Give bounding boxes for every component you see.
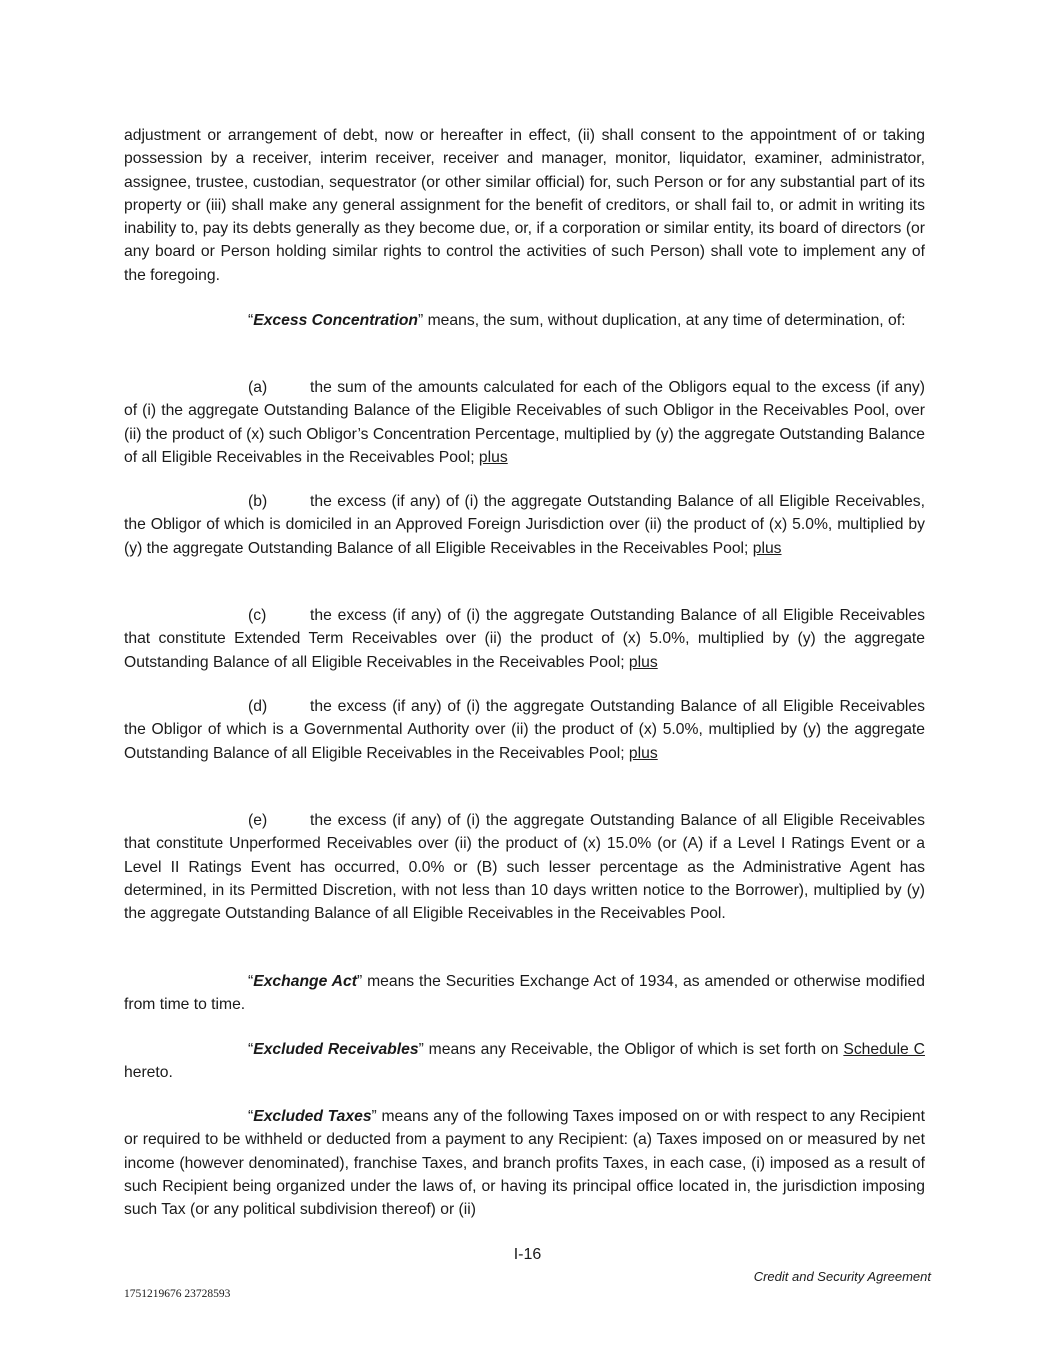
- clause-text: the excess (if any) of (i) the aggregate Outstanding Balance of all Eligible Receivables that constitute Unperformed Receivables over (ii) the product of (x) 15.0% (or (A) if a Level I Ratings Event or a Level II Ratings Event has occurred, 0.0% or (B) such lesser percentage as the Administrative Agent has determined, in its Permitted Discretion, with not less than 10 days written notice to the Borrower), multiplied by (y) the aggregate Outstanding Balance of all Eligible Receivables in the Receivables Pool.: [124, 812, 925, 923]
- defined-term: Excluded Receivables: [253, 1041, 419, 1058]
- close-quote: ”: [371, 1108, 377, 1125]
- clause-label: (e): [248, 812, 268, 829]
- close-quote: ”: [356, 973, 363, 990]
- definition-exchange-act: [124, 970, 925, 1017]
- clause-suffix: plus: [478, 448, 508, 466]
- clause-e: [124, 809, 925, 925]
- page-number: I-16: [513, 1246, 542, 1263]
- clause-text: the excess (if any) of (i) the aggregate Outstanding Balance of all Eligible Receivables, the Obligor of which is domiciled in an Approved Foreign Jurisdiction over (ii) the product of (x) 5.0%, multiplied by (y) the aggregate Outstanding Balance of all Eligible Receivables in the Receivables Pool;: [124, 493, 925, 557]
- clause-label: (a): [248, 379, 268, 396]
- definition-text: means any of the following Taxes imposed on or with respect to any Recipient or required to be withheld or deducted from a payment to any Recipient: (a) Taxes imposed on or measured by net income (however denominated), franchise Taxes, and branch profits Taxes, in each case, (i) imposed as a result of such Recipient being organized under the laws of, or having its principal office located in, the jurisdiction imposing such Tax (or any political subdivision thereof) or (ii): [124, 1108, 925, 1219]
- open-quote: “: [248, 312, 254, 329]
- clause-suffix: plus: [752, 539, 782, 557]
- intro-paragraph-block: [124, 124, 925, 287]
- clause-text: the sum of the amounts calculated for each of the Obligors equal to the excess (if any) of (i) the aggregate Outstanding Balance of the Eligible Receivables of such Obligor in the Receivables Pool, over (ii) the product of (x) such Obligor’s Concentration Percentage, multiplied by (y) the aggregate Outstanding Balance of all Eligible Receivables in the Receivables Pool;: [124, 379, 925, 466]
- open-quote: “: [248, 973, 254, 990]
- footer-document-id: 1751219676 23728593: [124, 1288, 231, 1300]
- definition-text: means, the sum, without duplication, at any time of determination, of:: [423, 312, 906, 329]
- clause-suffix: plus: [628, 744, 658, 762]
- definition-tail: hereto.: [124, 1064, 173, 1082]
- footer-document-title: Credit and Security Agreement: [753, 1269, 931, 1284]
- clause-b: [124, 490, 925, 560]
- intro-paragraph: adjustment or arrangement of debt, now or hereafter in effect, (ii) shall consent to the appointment of or taking possession by a receiver, interim receiver, receiver and manager, monitor, liquidator, examiner, administrator, assignee, trustee, custodian, sequestrator (or other similar official) for, such Person or for any substantial part of its property or (iii) shall make any general assignment for the benefit of creditors, or shall fail to, or admit in writing its inability to, pay its debts generally as they become due, or, if a corporation or similar entity, its board of directors (or any board or Person holding similar rights to control the activities of such Person) shall vote to implement any of the foregoing.: [124, 127, 925, 284]
- clause-d: [124, 695, 925, 765]
- close-quote: ”: [418, 312, 424, 329]
- schedule-reference: Schedule C: [843, 1041, 925, 1058]
- clause-c: [124, 604, 925, 674]
- defined-term: Excess Concentration: [253, 312, 419, 329]
- definition-text: means the Securities Exchange Act of 1934, as amended or otherwise modified from time to time.: [124, 973, 925, 1014]
- open-quote: “: [248, 1041, 254, 1058]
- definition-excess-concentration: [124, 309, 925, 332]
- definition-text: means any Receivable, the Obligor of which is set forth on: [423, 1041, 844, 1058]
- clause-label: (d): [248, 698, 268, 715]
- definition-excluded-taxes: [124, 1105, 925, 1221]
- clause-text: the excess (if any) of (i) the aggregate Outstanding Balance of all Eligible Receivables that constitute Extended Term Receivables over (ii) the product of (x) 5.0%, multiplied by (y) the aggregate Outstanding Balance of all Eligible Receivables in the Receivables Pool;: [124, 607, 925, 671]
- clause-text: the excess (if any) of (i) the aggregate Outstanding Balance of all Eligible Receivables the Obligor of which is a Governmental Authority over (ii) the product of (x) 5.0%, multiplied by (y) the aggregate Outstanding Balance of all Eligible Receivables in the Receivables Pool;: [124, 698, 925, 762]
- open-quote: “: [248, 1108, 254, 1125]
- clause-label: (c): [248, 607, 267, 624]
- defined-term: Excluded Taxes: [253, 1108, 372, 1125]
- close-quote: ”: [418, 1041, 424, 1058]
- clause-suffix: plus: [628, 653, 658, 671]
- clause-a: [124, 376, 925, 469]
- clause-label: (b): [248, 493, 268, 510]
- defined-term: Exchange Act: [253, 973, 357, 990]
- definition-excluded-receivables: [124, 1038, 925, 1085]
